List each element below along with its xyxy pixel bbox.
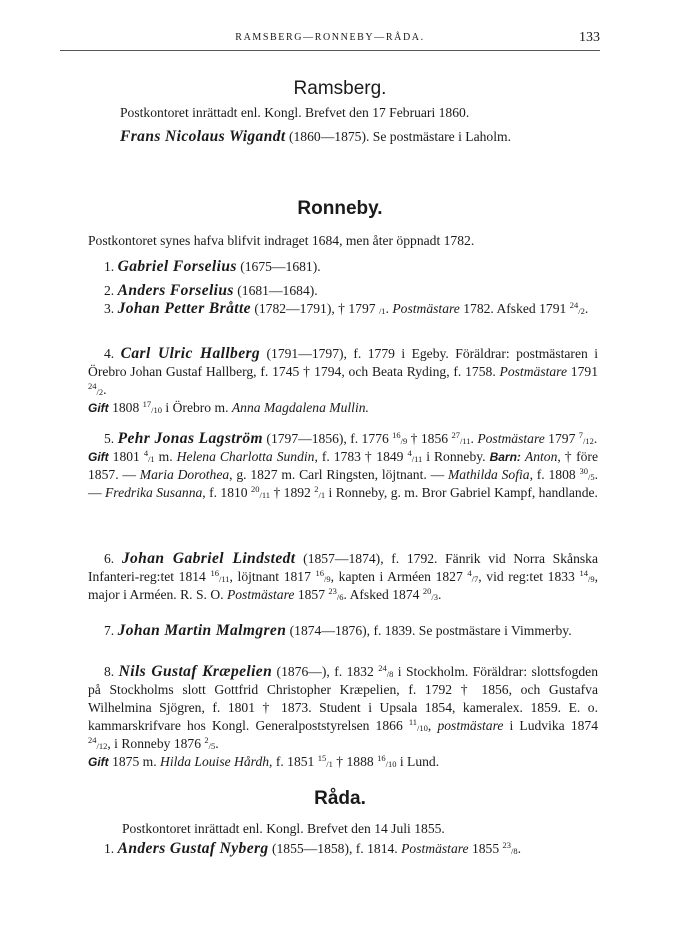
ronneby-entry-3: 3. Johan Petter Bråtte (1782—1791), † 1797 $_{/1}$. Postmästare 1782. Afsked 1791 $^{24}_{/2}$.: [104, 300, 589, 317]
ronneby-entry-8: 8. Nils Gustaf Kræpelien (1876—), f. 1832 $^{24}_{/8}$ i Stockholm. Föräldrar: slottsfogden på Stockholms slott Gottfrid Christopher Kræpelien, f. 1792 † 1856, och Gustafva Wilhelmina Sjögren, f. 1801 † 1873. Student i Upsala 1854, kameralex. 1859. E. o. kammarskrifvare hos Kongl. Generalpoststyrelsen 1866 $^{11}_{/10}$, postmästare i Ludvika 1874 $^{24}_{/12}$, i Ronneby 1876 $^2_{/5}$. Gift 1875 m. Hilda Louise Hårdh, f. 1851 $^{15}_{/1}$ † 1888 $^{16}_{/10}$ i Lund.: [88, 663, 599, 769]
entry-name: Gabriel Forselius: [117, 258, 237, 275]
entry-name: Johan Martin Malmgren: [117, 622, 287, 639]
ronneby-entry-6: 6. Johan Gabriel Lindstedt (1857—1874), f. 1792. Fänrik vid Norra Skånska Infanteri-reg:tet 1814 $^{16}_{/11}$, löjtnant 1817 $^{16}_{/9}$, kapten i Arméen 1827 $^4_{/7}$, vid reg:tet 1833 $^{14}_{/9}$, major i Arméen. R. S. O. Postmästare 1857 $^{23}_{/6}$. Afsked 1874 $^{20}_{/3}$.: [88, 550, 598, 602]
entry-name: Carl Ulric Hallberg: [120, 345, 261, 362]
entry-name: Johan Petter Bråtte: [117, 300, 251, 317]
section-heading-rada: Råda.: [314, 788, 366, 809]
rada-entry-1: 1. Anders Gustaf Nyberg (1855—1858), f. 1814. Postmästare 1855 $^{23}_{/8}$.: [104, 840, 522, 857]
ronneby-entry-7: 7. Johan Martin Malmgren (1874—1876), f. 1839. Se postmästare i Vimmerby.: [104, 622, 572, 639]
ramsberg-entry: Frans Nicolaus Wigandt (1860—1875). Se postmästare i Laholm.: [120, 128, 511, 145]
section-heading-ronneby: Ronneby.: [297, 198, 383, 219]
ronneby-intro: Postkontoret synes hafva blifvit indraget 1684, men åter öppnadt 1782.: [88, 233, 475, 248]
entry-name: Anders Forselius: [117, 282, 234, 299]
ramsberg-intro: Postkontoret inrättadt enl. Kongl. Brefvet den 17 Februari 1860.: [120, 105, 470, 120]
ronneby-entry-5: 5. Pehr Jonas Lagström (1797—1856), f. 1776 $^{16}_{/9}$ † 1856 $^{27}_{/11}$. Postmästare 1797 $^7_{/12}$. Gift 1801 $^4_{/1}$ m. Helena Charlotta Sundin, f. 1783 † 1849 $^4_{/11}$ i Ronneby. Barn: Anton, † före 1857. — Maria Dorothea, g. 1827 m. Carl Ringsten, löjtnant. — Mathilda Sofia, f. 1808 $^{30}_{/5}$. — Fredrika Susanna, f. 1810 $^{20}_{/11}$ † 1892 $^2_{/1}$ i Ronneby, g. m. Bror Gabriel Kampf, handlande.: [88, 430, 598, 500]
entry-name: Nils Gustaf Kræpelien: [118, 663, 273, 680]
barn-label: Barn:: [489, 450, 521, 464]
page-number: 133: [579, 30, 600, 45]
running-head: [60, 30, 600, 51]
entry-name: Pehr Jonas Lagström: [117, 430, 264, 447]
gift-label: Gift: [88, 755, 109, 769]
section-heading-ramsberg: Ramsberg.: [293, 78, 387, 99]
ronneby-entry-4: 4. Carl Ulric Hallberg (1791—1797), f. 1779 i Egeby. Föräldrar: postmästaren i Örebro Johan Gustaf Hallberg, f. 1745 † 1794, och Beata Ryding, f. 1758. Postmästare 1791 $^{24}_{/2}$. Gift 1808 $^{17}_{/10}$ i Örebro m. Anna Magdalena Mullin.: [88, 345, 599, 415]
gift-label: Gift: [88, 450, 109, 464]
ronneby-entry-2: 2. Anders Forselius (1681—1684).: [104, 282, 318, 299]
entry-name: Frans Nicolaus Wigandt: [120, 128, 286, 145]
rada-intro: Postkontoret inrättadt enl. Kongl. Brefvet den 14 Juli 1855.: [122, 821, 445, 836]
ronneby-entry-1: 1. Gabriel Forselius (1675—1681).: [104, 258, 321, 275]
running-title: RAMSBERG—RONNEBY—RÅDA.: [235, 32, 425, 43]
entry-name: Johan Gabriel Lindstedt: [121, 550, 296, 567]
gift-label: Gift: [88, 401, 109, 415]
entry-name: Anders Gustaf Nyberg: [117, 840, 269, 857]
